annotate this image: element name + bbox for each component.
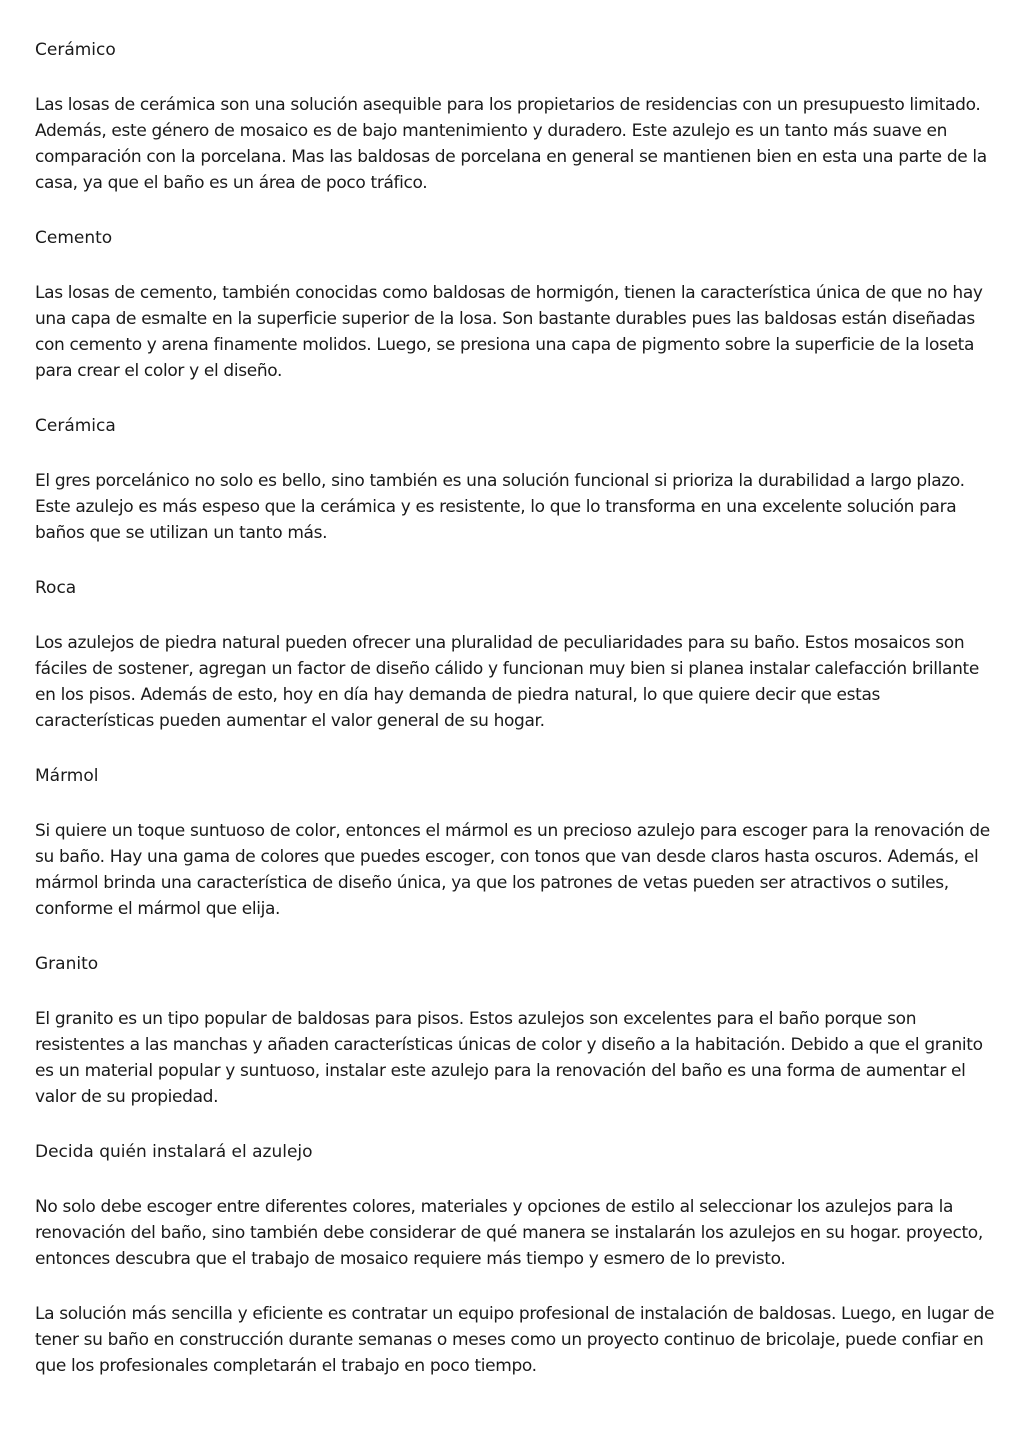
paragraph-granito: El granito es un tipo popular de baldosas para pisos. Estos azulejos son excelentes para el baño porque son resistentes a las manchas y añaden características únicas de color y diseño a la habitación. Debido a que el granito es un material popular y suntuoso, instalar este azulejo para la renovación del baño es una forma de aumentar el valor de su propiedad. [35,1009,983,1107]
document-page [35,37,995,1408]
paragraph-marmol: Si quiere un toque suntuoso de color, entonces el mármol es un precioso azulejo para escoger para la renovación de su baño. Hay una gama de colores que puedes escoger, con tonos que van desde claros hasta oscuros. Además, el mármol brinda una característica de diseño única, ya que los patrones de vetas pueden ser atractivos o sutiles, conforme el mármol que elija. [35,821,990,919]
paragraph-ceramica: El gres porcelánico no solo es bello, sino también es una solución funcional si prioriza la durabilidad a largo plazo. Este azulejo es más espeso que la cerámica y es resistente, lo que lo transforma en una excelente solución para baños que se utilizan un tanto más. [35,471,965,543]
paragraph-cemento: Las losas de cemento, también conocidas como baldosas de hormigón, tienen la característica única de que no hay una capa de esmalte en la superficie superior de la losa. Son bastante durables pues las baldosas están diseñadas con cemento y arena finamente molidos. Luego, se presiona una capa de pigmento sobre la superficie de la loseta para crear el color y el diseño. [35,283,983,381]
paragraph-ceramico: Las losas de cerámica son una solución asequible para los propietarios de residencias con un presupuesto limitado. Además, este género de mosaico es de bajo mantenimiento y duradero. Este azulejo es un tanto más suave en comparación con la porcelana. Mas las baldosas de porcelana en general se mantienen bien en esta una parte de la casa, ya que el baño es un área de poco tráfico. [35,95,987,193]
paragraph-instalacion: No solo debe escoger entre diferentes colores, materiales y opciones de estilo al seleccionar los azulejos para la renovación del baño, sino también debe considerar de qué manera se instalarán los azulejos en su hogar. proyecto, entonces descubra que el trabajo de mosaico requiere más tiempo y esmero de lo previsto. [35,1197,983,1269]
section-heading-instalacion: Decida quién instalará el azulejo [35,1142,313,1162]
section-heading-marmol: Mármol [35,766,99,786]
section-heading-cemento: Cemento [35,228,113,248]
section-heading-roca: Roca [35,578,77,598]
paragraph-roca: Los azulejos de piedra natural pueden ofrecer una pluralidad de peculiaridades para su baño. Estos mosaicos son fáciles de sostener, agregan un factor de diseño cálido y funcionan muy bien si planea instalar calefacción brillante en los pisos. Además de esto, hoy en día hay demanda de piedra natural, lo que quiere decir que estas características pueden aumentar el valor general de su hogar. [35,633,979,731]
section-heading-granito: Granito [35,954,99,974]
paragraph-solucion: La solución más sencilla y eficiente es contratar un equipo profesional de instalación de baldosas. Luego, en lugar de tener su baño en construcción durante semanas o meses como un proyecto continuo de bricolaje, puede confiar en que los profesionales completarán el trabajo en poco tiempo. [35,1304,995,1376]
section-heading-ceramica: Cerámica [35,416,116,436]
section-heading-ceramico: Cerámico [35,40,116,60]
